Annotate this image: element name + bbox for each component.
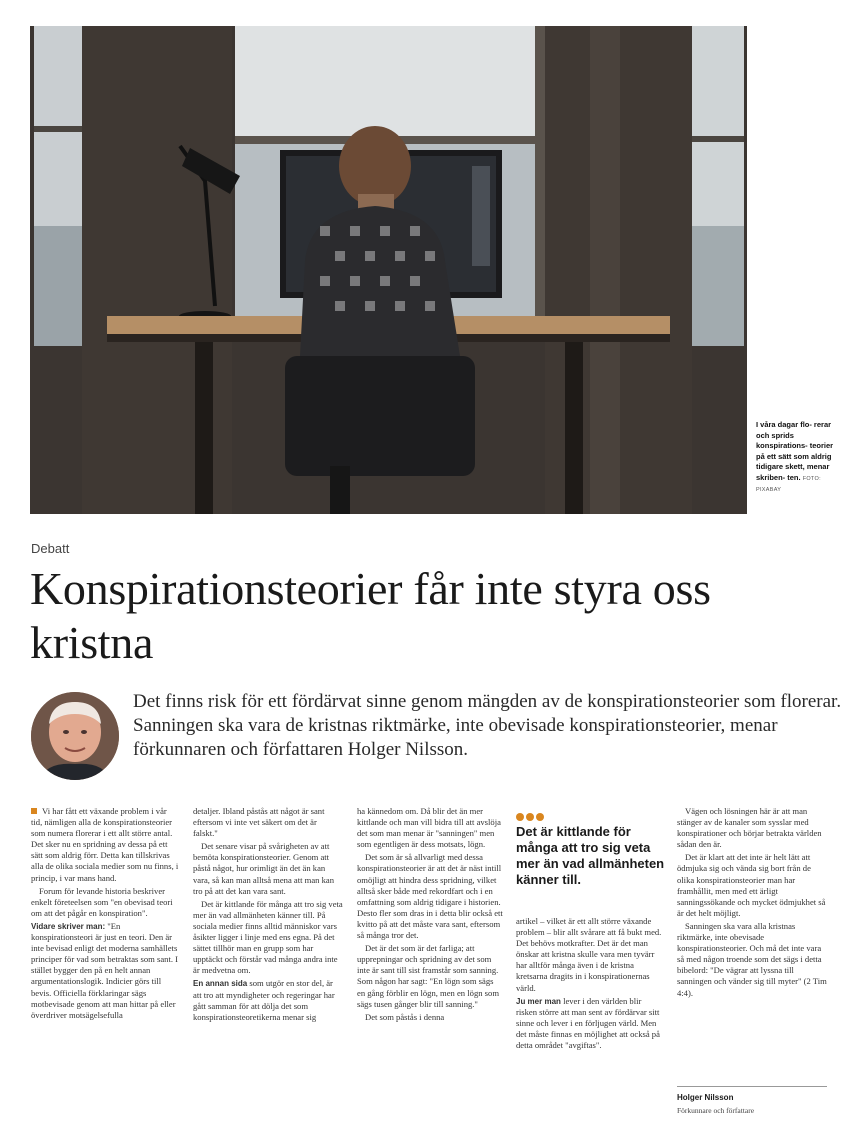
body-column-1 (31, 806, 179, 1118)
author-role: Förkunnare och författare (677, 1106, 755, 1115)
subhead: En annan sida (193, 979, 248, 989)
paragraph: Sanningen ska vara alla kristnas riktmärke, inte obevisade konspirationsteorier. Och må det inte vara så med någon troende som det sägs i detta bibelord: "De vägrar att lyssna till sanningen och vänder sig till myter" (2 Tim 4:4). (677, 920, 827, 998)
headline: Konspirationsteorier får inte styra oss kristna (30, 563, 711, 668)
body-column-3 (357, 806, 503, 1118)
paragraph: Ju mer man lever i den världen blir risken större att man sent av fördärvar sitt sinne och lever i en förljugen värld. Men det måste finnas en möjlighet att också på detta området "avgiftas". (516, 995, 660, 1051)
author-divider (677, 1086, 827, 1087)
paragraph: Det är kittlande för många att tro sig veta mer än vad allmänheten känner till. På sociala medier finns alltid människor vars åsikter ligger i linje med ens egna. På det sättet tillhör man en grupp som har upptäckt och förstår vad många andra inte är medvetna om. (193, 898, 343, 976)
paragraph: Vägen och lösningen här är att man stänger av de kanaler som sysslar med konspirationer och börjar betrakta världen sådan den är. (677, 806, 822, 850)
article-photo (30, 26, 747, 514)
body-column-4 (516, 916, 664, 1116)
paragraph: Vidare skriver man: "En konspirationsteori är just en teori. Den är inte bevisad enligt det moderna samhällets principer för vad som betraktas som sant. I stället bygger den på en helt annan argumentationslogik. Indicier görs till bevis. Officiella förklaringar sägs motbevisade genom att man hittar på eller överdriver motsägelsefulla (31, 920, 179, 1020)
paragraph: Det är det som är det farliga; att upprepningar och spridning av det som inte är sant till sist framstår som sanning. Som någon har sagt: "En lögn som sägs en gång förblir en lögn, men en lögn som sägs tusen gånger blir till sanning." (357, 943, 500, 1009)
paragraph: En annan sida som utgör en stor del, är att tro att myndigheter och regeringar har gått samman för att dölja det som konspirationsteoretikerna menar sig (193, 978, 335, 1022)
paragraph: Forum för levande historia beskriver enkelt företeelsen som "en obevisad teori om att det pågår en konspiration". (31, 885, 173, 918)
start-marker-icon (31, 808, 37, 814)
article-lead: Det finns risk för ett fördärvat sinne genom mängden av de konspirationsteorier som florerar. Sanningen ska vara de kristnas riktmärke, inte obevisade konspirationsteorier, menar förkunnaren och författaren Holger Nilsson. (133, 691, 842, 760)
paragraph: ha kännedom om. Då blir det än mer kittlande och man vill bidra till att avslöja det som man menar är "sanningen" men som egentligen är dess motsats, lögn. (357, 806, 501, 850)
paragraph: Det senare visar på svårigheten av att bemöta konspirationsteorier. Genom att påstå något, hur orimligt än det än kan vara, så kan man alltså mena att man kan tro på att det kan vara sant. (193, 841, 335, 896)
photo-credit: FOTO: PIXABAY (756, 475, 821, 493)
pull-quote: Det är kittlande för många att tro sig veta mer än vad allmänheten känner till. (516, 824, 665, 887)
paragraph: detaljer. Ibland påstås att något är sant eftersom vi inte vet säkert om det är falskt." (193, 806, 325, 839)
body-column-2 (193, 806, 343, 1118)
paragraph: Det som påstås i denna (365, 1011, 445, 1022)
author-name: Holger Nilsson (677, 1093, 734, 1102)
body-column-5 (677, 806, 827, 1082)
subhead: Ju mer man (516, 996, 561, 1006)
paragraph: Vi har fått ett växande problem i vår tid, nämligen alla de konspirationsteorier som numera florerar i ett allt större antal. Det sker nu en spridning av dessa på ett sätt som aldrig förr. Detta kan tillskrivas alla de olika sociala medier som nu finns, i princip, i var mans hand. (31, 806, 179, 883)
paragraph: Det är klart att det inte är helt lätt att ödmjuka sig och vända sig bort från de olika konspirationsteorier man har framhållit, men med ett ärligt sanningssökande och mycket ödmjukhet så är det helt möjligt. (677, 852, 826, 918)
author-avatar (31, 692, 119, 780)
paragraph: artikel – vilket är ett allt större växande problem – blir allt svårare att få bukt med. Det behövs motkrafter. Det är det man önskar att kristna skulle vara men tyvärr har alltför många även i de kristna kretsarna dragits in i konspirationernas värld. (516, 916, 662, 993)
photo-caption (756, 420, 834, 496)
section-label: Debatt (31, 541, 70, 556)
subhead: Vidare skriver man: (31, 921, 106, 931)
paragraph: Det som är så allvarligt med dessa konspirationsteorier är att det är näst intill omöjligt att hindra dess spridning, vilket alltså sker både med rekordfart och i en omfattning som aldrig tidigare i historien. Desto fler som dras in i detta blir också ett kvitto på att det måste vara sant, eftersom så många tror det. (357, 852, 503, 941)
caption-text: I våra dagar flo- rerar och sprids konspirations- teorier på ett sätt som aldrig tidigare skett, menar skriben- ten. (756, 420, 834, 482)
